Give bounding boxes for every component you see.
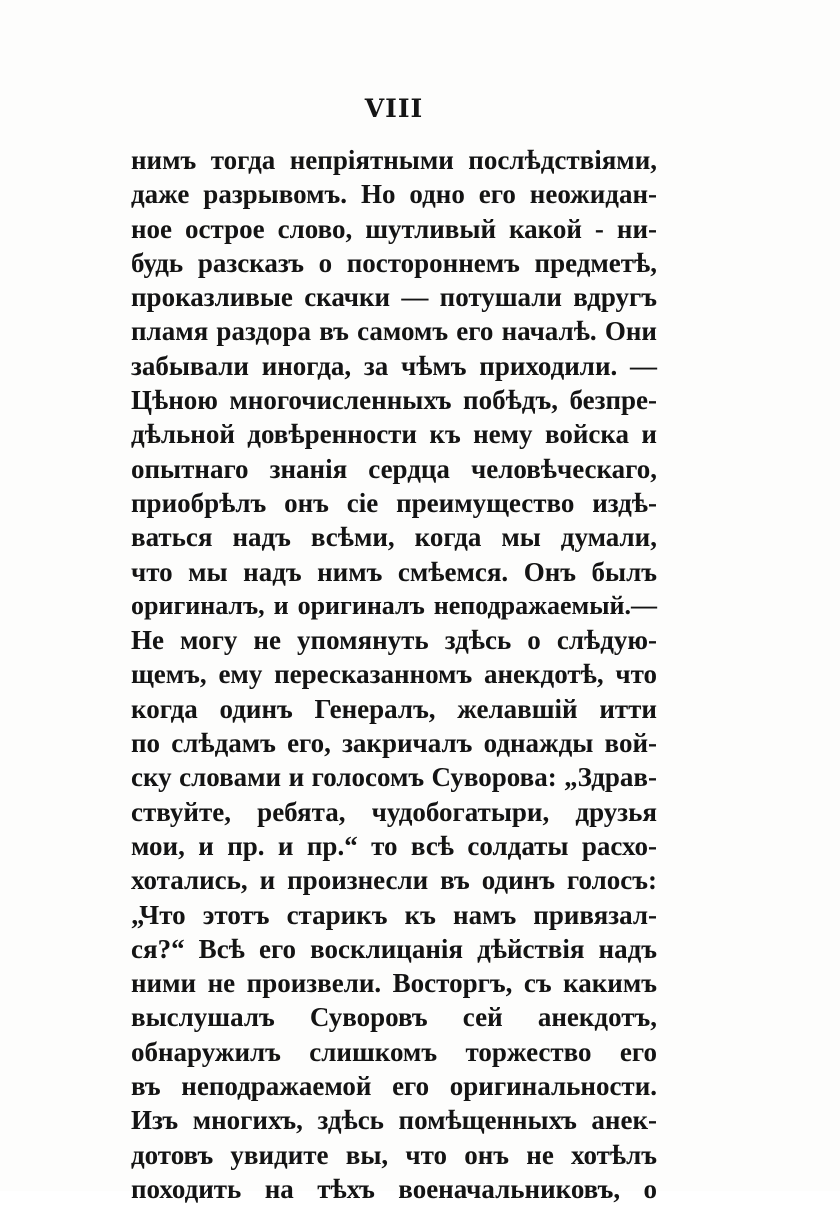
text-line: опытнаго знанія сердца человѣческаго, <box>131 453 657 484</box>
text-line: дотовъ увидите вы, что онъ не хотѣлъ <box>131 1139 657 1170</box>
text-line: оригиналъ, и оригиналъ неподражаемый.— <box>131 590 657 620</box>
text-line: Цѣною многочисленныхъ побѣдъ, безпре- <box>131 385 657 416</box>
text-line: дѣльной довѣренности къ нему войска и <box>131 419 657 450</box>
text-line: Не могу не упомянуть здѣсь о слѣдую- <box>131 625 657 656</box>
text-line: ное острое слово, шутливый какой - ни- <box>131 213 657 244</box>
text-line: „Что этотъ старикъ къ намъ привязал- <box>131 899 657 930</box>
text-line: когда одинъ Генералъ, желавшій итти <box>131 693 657 724</box>
text-line: ними не произвели. Восторгъ, съ какимъ <box>131 968 657 999</box>
text-line: выслушалъ Суворовъ сей анекдотъ, <box>131 1002 657 1033</box>
text-line: ствуйте, ребята, чудобогатыри, друзья <box>131 796 657 827</box>
text-line: ску словами и голосомъ Суворова: „Здрав- <box>131 762 657 793</box>
text-line: щемъ, ему пересказанномъ анекдотѣ, что <box>131 659 657 690</box>
text-line: приобрѣлъ онъ сіе преимущество издѣ- <box>131 487 657 518</box>
text-line: будь разсказъ о постороннемъ предметѣ, <box>131 247 657 278</box>
text-line: хотались, и произнесли въ одинъ голосъ: <box>131 865 657 896</box>
text-line: что мы надъ нимъ смѣемся. Онъ былъ <box>131 556 657 587</box>
text-line: ся?“ Всѣ его восклицанія дѣйствія надъ <box>131 933 657 964</box>
text-line: забывали иногда, за чѣмъ приходили. — <box>131 350 657 381</box>
text-line: Изъ многихъ, здѣсь помѣщенныхъ анек- <box>131 1105 657 1136</box>
text-line: проказливые скачки — потушали вдругъ <box>131 282 657 313</box>
body-text <box>131 143 657 1206</box>
text-line: походить на тѣхъ военачальниковъ, о <box>131 1173 657 1204</box>
text-line: нимъ тогда непріятными послѣдствіями, <box>131 145 657 175</box>
text-line: обнаружилъ слишкомъ торжество его <box>131 1036 657 1067</box>
text-line: по слѣдамъ его, закричалъ однажды вой- <box>131 728 657 759</box>
text-line: даже разрывомъ. Но одно его неожидан- <box>131 179 657 210</box>
text-line: ваться надъ всѣми, когда мы думали, <box>131 522 657 553</box>
text-line: въ неподражаемой его оригинальности. <box>131 1071 657 1102</box>
text-line: мои, и пр. и пр.“ то всѣ солдаты расхо- <box>131 830 657 861</box>
text-line: пламя раздора въ самомъ его началѣ. Они <box>131 316 657 347</box>
page-number: VIII <box>364 94 424 123</box>
